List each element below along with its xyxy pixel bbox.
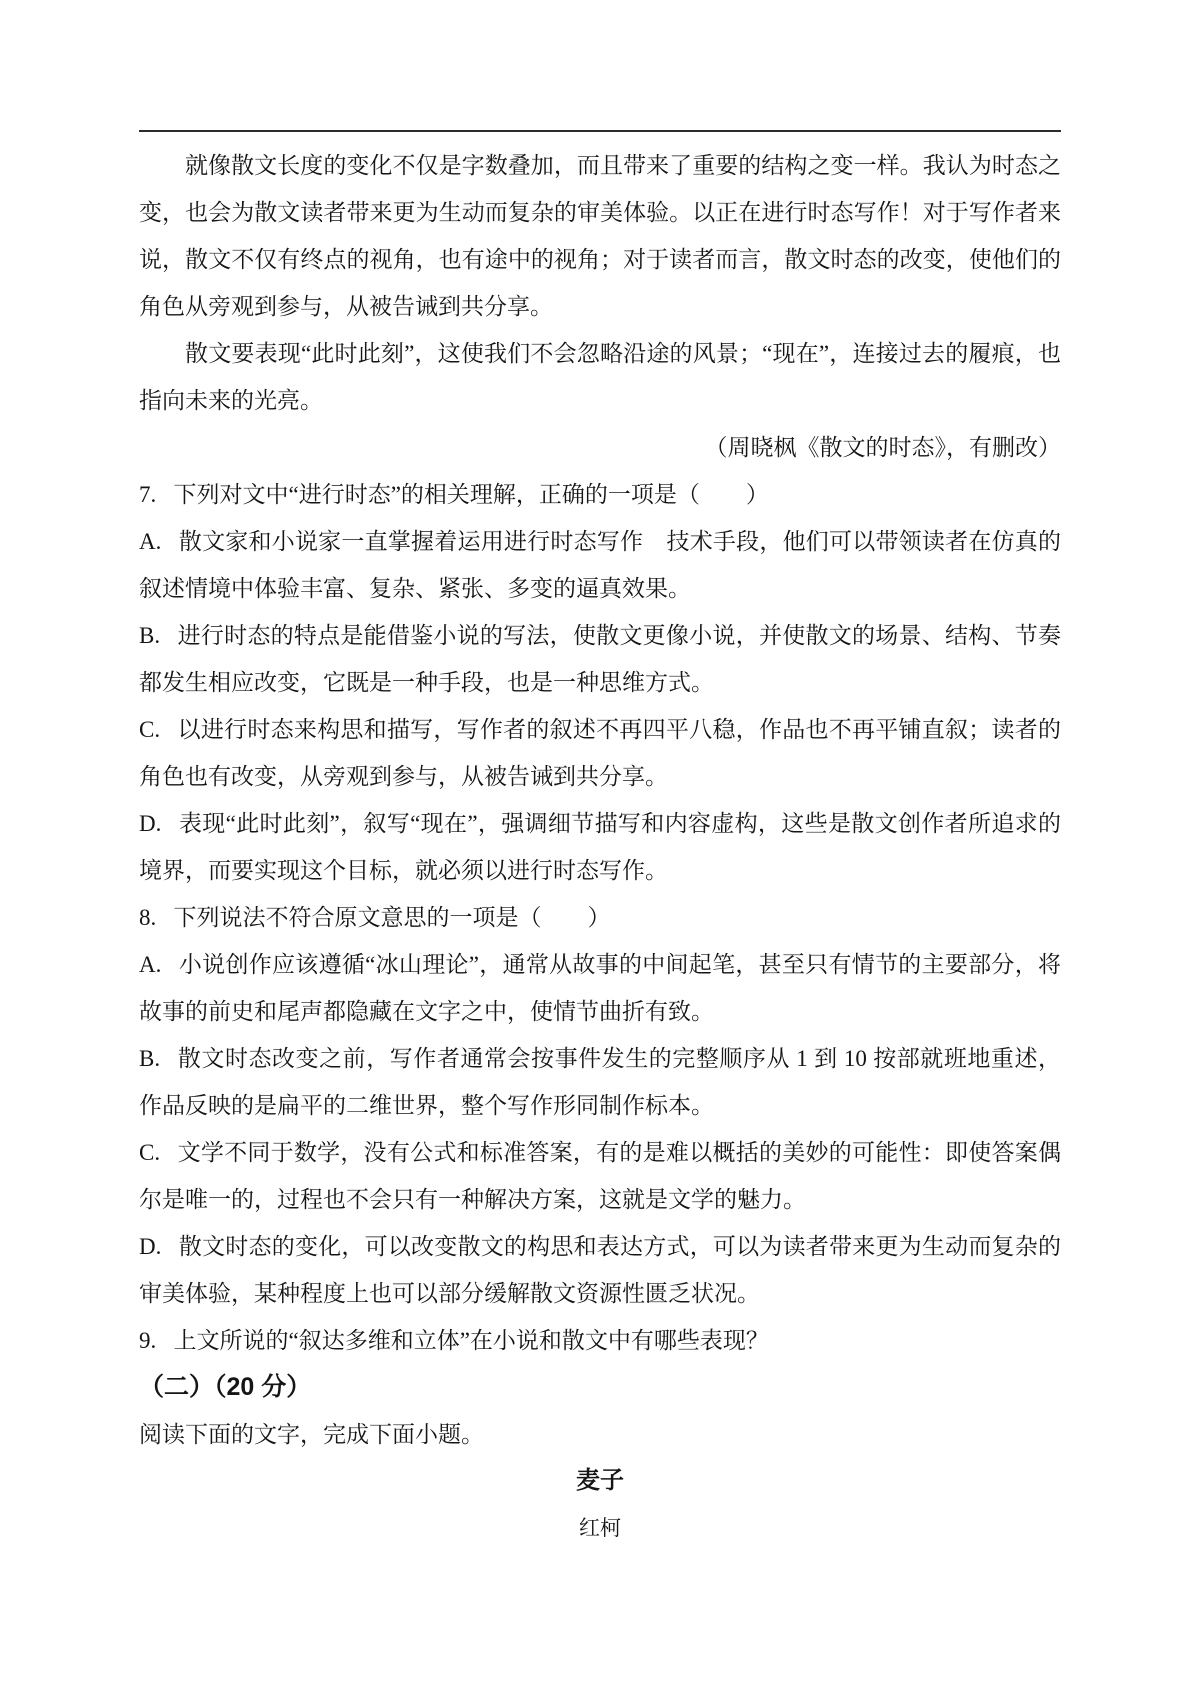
option-label: A.: [139, 952, 162, 977]
question-7-option-a: [139, 518, 1061, 612]
passage-paragraph-2: 散文要表现“此时此刻”，这使我们不会忽略沿途的风景；“现在”，连接过去的履痕，也指向未来的光亮。: [139, 341, 1061, 413]
question-8-option-c: [139, 1129, 1061, 1223]
question-8-option-a: [139, 941, 1061, 1035]
option-label: A.: [139, 529, 162, 554]
option-text: 散文时态的变化，可以改变散文的构思和表达方式，可以为读者带来更为生动而复杂的审美体验，某种程度上也可以部分缓解散文资源性匮乏状况。: [139, 1234, 1061, 1306]
question-9-stem: [139, 1317, 1061, 1364]
question-7-option-b: [139, 612, 1061, 706]
question-7-number: 7.: [139, 482, 157, 507]
reading-title: 麦子: [576, 1468, 624, 1494]
option-label: D.: [139, 811, 162, 836]
text-column: [139, 0, 1061, 1552]
question-7-text: 下列对文中“进行时态”的相关理解，正确的一项是（ ）: [173, 482, 769, 507]
question-8-text: 下列说法不符合原文意思的一项是（ ）: [173, 905, 611, 930]
option-label: D.: [139, 1234, 162, 1259]
question-7-option-d: [139, 800, 1061, 894]
section-heading: （二）（20 分）: [139, 1373, 312, 1401]
header-divider: [139, 130, 1061, 132]
question-8-stem: [139, 894, 1061, 941]
passage-attribution: （周晓枫《散文的时态》，有删改）: [704, 435, 1061, 460]
question-7-stem: [139, 471, 1061, 518]
option-label: C.: [139, 717, 161, 742]
option-label: C.: [139, 1140, 161, 1165]
question-9-number: 9.: [139, 1328, 157, 1353]
option-label: B.: [139, 1046, 161, 1071]
option-text: 进行时态的特点是能借鉴小说的写法，使散文更像小说，并使散文的场景、结构、节奏都发生相应改变，它既是一种手段，也是一种思维方式。: [139, 623, 1061, 695]
option-text: 文学不同于数学，没有公式和标准答案，有的是难以概括的美妙的可能性：即使答案偶尔是唯一的，过程也不会只有一种解决方案，这就是文学的魅力。: [139, 1140, 1061, 1212]
question-7-option-c: [139, 706, 1061, 800]
option-text: 以进行时态来构思和描写，写作者的叙述不再四平八稳，作品也不再平铺直叙；读者的角色也有改变，从旁观到参与，从被告诫到共分享。: [139, 717, 1061, 789]
question-8-option-d: [139, 1223, 1061, 1317]
reading-author: 红柯: [579, 1516, 621, 1540]
question-8-option-b: [139, 1035, 1061, 1129]
question-9-text: 上文所说的“叙达多维和立体”在小说和散文中有哪些表现？: [173, 1328, 769, 1353]
option-label: B.: [139, 623, 161, 648]
option-text: 小说创作应该遵循“冰山理论”，通常从故事的中间起笔，甚至只有情节的主要部分，将故事的前史和尾声都隐藏在文字之中，使情节曲折有致。: [139, 952, 1061, 1024]
option-text: 散文时态改变之前，写作者通常会按事件发生的完整顺序从 1 到 10 按部就班地重述，作品反映的是扁平的二维世界，整个写作形同制作标本。: [139, 1046, 1061, 1118]
passage-paragraph-1: 就像散文长度的变化不仅是字数叠加，而且带来了重要的结构之变一样。我认为时态之变，也会为散文读者带来更为生动而复杂的审美体验。以正在进行时态写作！对于写作者来说，散文不仅有终点的视角，也有途中的视角；对于读者而言，散文时态的改变，使他们的角色从旁观到参与，从被告诫到共分享。: [139, 153, 1061, 319]
option-text: 表现“此时此刻”，叙写“现在”，强调细节描写和内容虚构，这些是散文创作者所追求的境界，而要实现这个目标，就必须以进行时态写作。: [139, 811, 1061, 883]
section-instruction: 阅读下面的文字，完成下面小题。: [139, 1422, 484, 1447]
question-8-number: 8.: [139, 905, 157, 930]
option-text: 散文家和小说家一直掌握着运用进行时态写作 技术手段，他们可以带领读者在仿真的叙述情境中体验丰富、复杂、紧张、多变的逼真效果。: [139, 529, 1061, 601]
